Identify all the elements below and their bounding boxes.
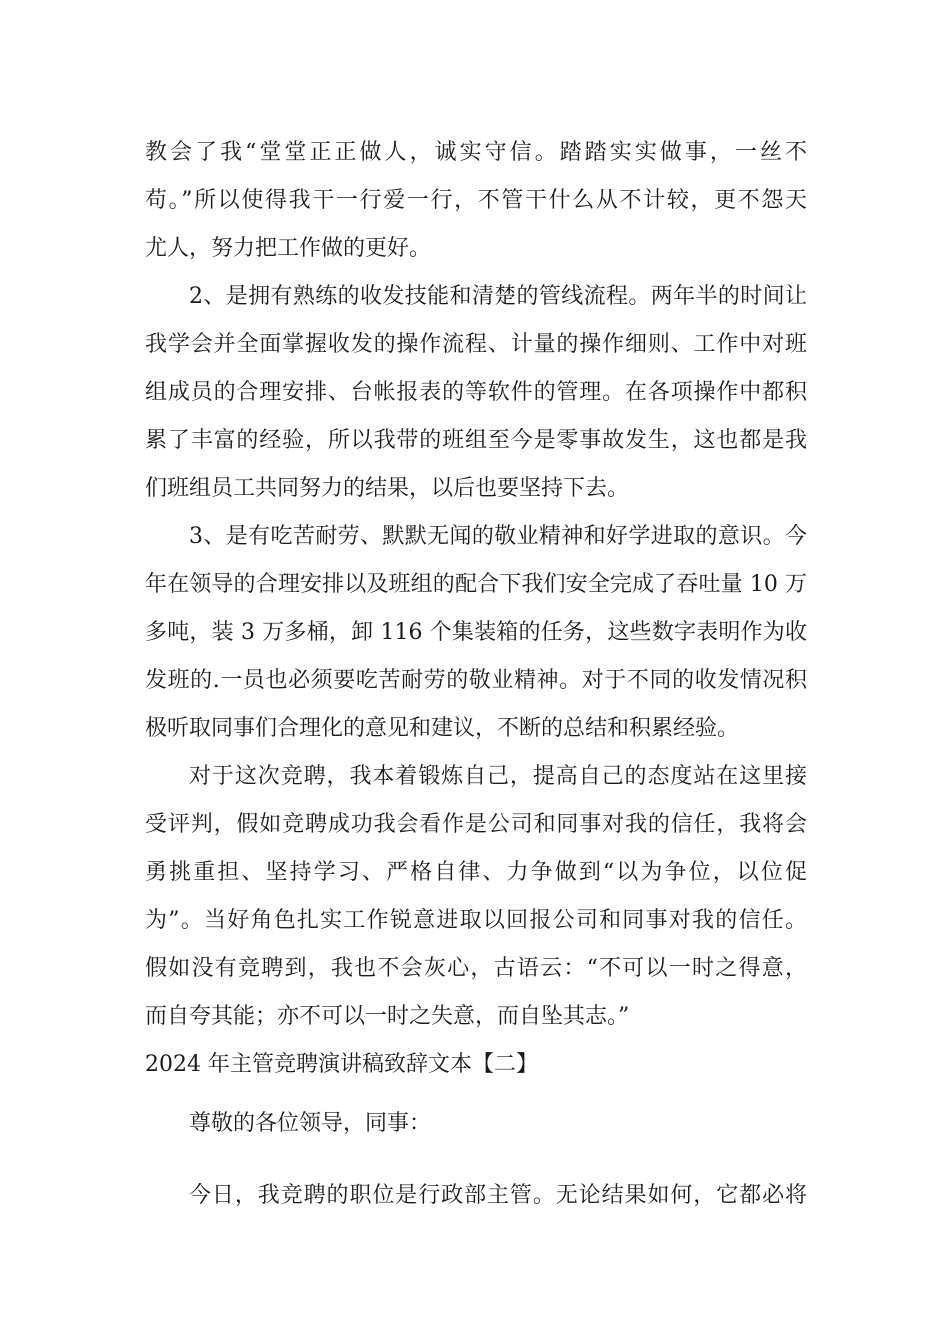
paragraph-line: 年在领导的合理安排以及班组的配合下我们安全完成了吞吐量 10 万 [145, 572, 807, 597]
paragraph-line: 受评判，假如竞聘成功我会看作是公司和同事对我的信任，我将会 [145, 812, 807, 837]
paragraph-2 [145, 273, 807, 513]
paragraph-line: 今日，我竞聘的职位是行政部主管。无论结果如何，它都必将 [189, 1183, 807, 1208]
paragraph-1 [145, 129, 807, 273]
paragraph-line: 累了丰富的经验，所以我带的班组至今是零事故发生，这也都是我 [145, 428, 807, 453]
paragraph-line: 勇挑重担、坚持学习、严格自律、力争做到“以为争位，以位促 [145, 860, 807, 885]
paragraph-salutation [145, 1100, 807, 1148]
section-heading: 2024 年主管竞聘演讲稿致辞文本【二】 [145, 1052, 538, 1077]
paragraph-line: 组成员的合理安排、台帐报表的等软件的管理。在各项操作中都积 [145, 380, 807, 405]
paragraph-line: 苟。”所以使得我干一行爱一行，不管干什么从不计较，更不怨天 [145, 188, 807, 213]
paragraph-3 [145, 513, 807, 753]
paragraph-4 [145, 753, 807, 1041]
paragraph-line: 假如没有竞聘到，我也不会灰心，古语云：“不可以一时之得意， [145, 956, 807, 981]
paragraph-line: 为”。当好角色扎实工作锐意进取以回报公司和同事对我的信任。 [145, 908, 807, 933]
paragraph-line: 2、是拥有熟练的收发技能和清楚的管线流程。两年半的时间让 [189, 284, 807, 309]
paragraph-line: 尤人，努力把工作做的更好。 [145, 236, 432, 261]
paragraph-5 [145, 1172, 807, 1220]
paragraph-line: 而自夸其能；亦不可以一时之失意，而自坠其志。” [145, 1004, 630, 1029]
paragraph-line: 们班组员工共同努力的结果，以后也要坚持下去。 [145, 476, 630, 501]
paragraph-line: 3、是有吃苦耐劳、默默无闻的敬业精神和好学进取的意识。今 [189, 524, 807, 549]
paragraph-line: 对于这次竞聘，我本着锻炼自己，提高自己的态度站在这里接 [189, 764, 807, 789]
paragraph-line: 多吨，装 3 万多桶，卸 116 个集装箱的任务，这些数字表明作为收 [145, 620, 807, 645]
salutation-line: 尊敬的各位领导，同事： [189, 1111, 432, 1136]
paragraph-line: 教会了我“堂堂正正做人，诚实守信。踏踏实实做事，一丝不 [145, 140, 807, 165]
paragraph-line: 我学会并全面掌握收发的操作流程、计量的操作细则、工作中对班 [145, 332, 807, 357]
paragraph-line: 极听取同事们合理化的意见和建议，不断的总结和积累经验。 [145, 716, 740, 741]
paragraph-line: 发班的.一员也必须要吃苦耐劳的敬业精神。对于不同的收发情况积 [145, 668, 807, 693]
